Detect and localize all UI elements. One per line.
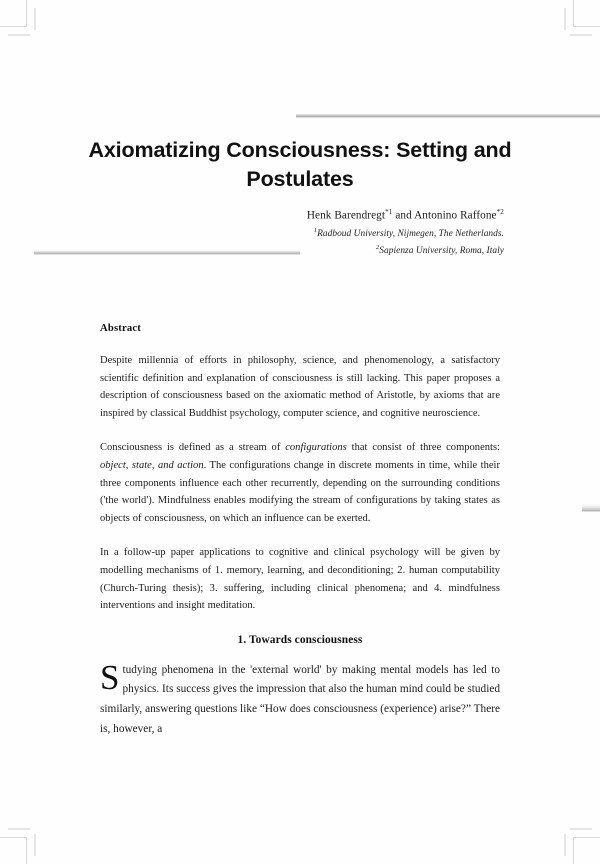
section-1-body-text: tudying phenomena in the 'external world' by making mental models has led to physics. Its success gives the impression that also the human mind could be studied similarly, answering questions like “How does consciousness (experience) arise?” There is, however, a <box>100 663 500 735</box>
authors-line <box>0 205 504 224</box>
author-conjunction: and <box>392 209 415 222</box>
author-name-1: Henk Barendregt <box>306 209 386 222</box>
margin-tick-right <box>582 503 600 512</box>
author-marker-1: *1 <box>385 208 393 216</box>
page-title: Axiomatizing Consciousness: Setting and Postulates <box>88 138 512 191</box>
body-column <box>100 322 500 739</box>
abstract-paragraph-3: In a follow-up paper applications to cognitive and clinical psychology will be given by modelling mechanisms of 1. memory, learning, and deconditioning; 2. human computability (Church-Turing thesis); 3. suffering, including clinical phenomena; and 4. mindfulness interventions and insight meditation. <box>100 547 500 612</box>
abstract-paragraph-2 <box>100 439 500 527</box>
abstract-p2-segment-3: . The configurations change in discrete moments in time, while their three components influence each other recurrently, depending on the surrounding conditions ('the world'). Mindfulness enables modifying the stream of configurations by taking states as objects of consciousness, on which an influence can be exerted. <box>100 459 500 524</box>
abstract-p2-segment-2: that consist of three components: <box>346 442 500 454</box>
crop-mark-bottom-right-icon <box>560 824 600 864</box>
abstract-paragraph-1: Despite millennia of efforts in philosophy, science, and phenomenology, a satisfactory scientific definition and explanation of consciousness is still lacking. This paper proposes a description of consciousness based on the axiomatic method of Aristotle, by axioms that are inspired by classical Buddhist psychology, computer science, and cognitive neuroscience. <box>100 355 500 419</box>
abstract-p2-emphasis-1: configurations <box>285 442 347 454</box>
affiliation-marker-2: 2 <box>375 243 380 251</box>
affiliation-2 <box>0 241 504 258</box>
author-marker-2: *2 <box>496 208 504 216</box>
affiliation-marker-1: 1 <box>313 226 318 234</box>
crop-mark-bottom-left-icon <box>0 824 40 864</box>
section-1-opening-paragraph <box>100 657 500 739</box>
author-name-2: Antonino Raffone <box>414 209 497 222</box>
abstract-p2-emphasis-2: object, state, and action <box>100 459 204 471</box>
affiliation-text-2: Sapienza University, Roma, Italy <box>379 245 504 256</box>
abstract-heading: Abstract <box>100 323 142 334</box>
drop-cap-letter: S <box>100 657 120 697</box>
abstract-p2-segment-1: Consciousness is defined as a stream of <box>100 442 286 454</box>
byline-block <box>0 205 600 258</box>
affiliation-text-1: Radboud University, Nijmegen, The Netherlands. <box>317 228 504 239</box>
section-heading-1: 1. Towards consciousness <box>237 633 363 646</box>
affiliation-1 <box>0 224 504 241</box>
